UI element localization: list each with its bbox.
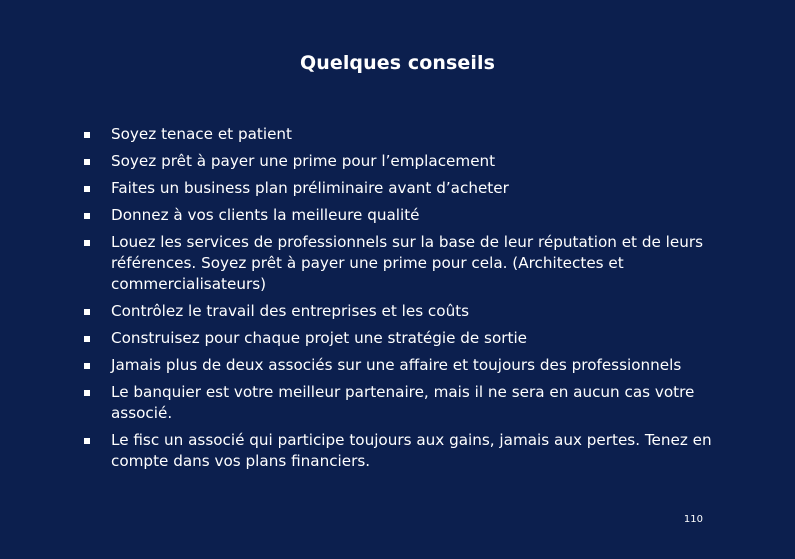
square-bullet-icon [84,159,90,165]
list-item [84,301,712,322]
list-item-text: Contrôlez le travail des entreprises et les coûts [111,302,470,320]
square-bullet-icon [84,336,90,342]
list-item [84,205,712,226]
list-item-text: Le banquier est votre meilleur partenaire, mais il ne sera en aucun cas votre associé. [111,383,695,422]
list-item [84,124,712,145]
square-bullet-icon [84,363,90,369]
list-item-text: Soyez tenace et patient [111,125,292,143]
list-item [84,232,712,295]
list-item [84,430,712,472]
list-item-text: Donnez à vos clients la meilleure qualité [111,206,420,224]
list-item-text: Soyez prêt à payer une prime pour l’emplacement [111,152,496,170]
square-bullet-icon [84,309,90,315]
list-item [84,151,712,172]
square-bullet-icon [84,213,90,219]
square-bullet-icon [84,186,90,192]
list-item [84,178,712,199]
slide-title: Quelques conseils [299,52,496,74]
list-item [84,382,712,424]
list-item-text: Faites un business plan préliminaire avant d’acheter [111,179,509,197]
list-item [84,328,712,349]
list-item-text: Construisez pour chaque projet une stratégie de sortie [111,329,528,347]
bullet-list [84,124,712,478]
list-item-text: Louez les services de professionnels sur la base de leur réputation et de leurs références. Soyez prêt à payer une prime pour cela. (Architectes et commercialisateurs) [111,233,703,293]
list-item-text: Jamais plus de deux associés sur une affaire et toujours des professionnels [111,356,682,374]
square-bullet-icon [84,390,90,396]
list-item [84,355,712,376]
square-bullet-icon [84,438,90,444]
square-bullet-icon [84,240,90,246]
square-bullet-icon [84,132,90,138]
page-number: 110 [683,514,703,525]
list-item-text: Le fisc un associé qui participe toujours aux gains, jamais aux pertes. Tenez en compte dans vos plans financiers. [111,431,712,470]
